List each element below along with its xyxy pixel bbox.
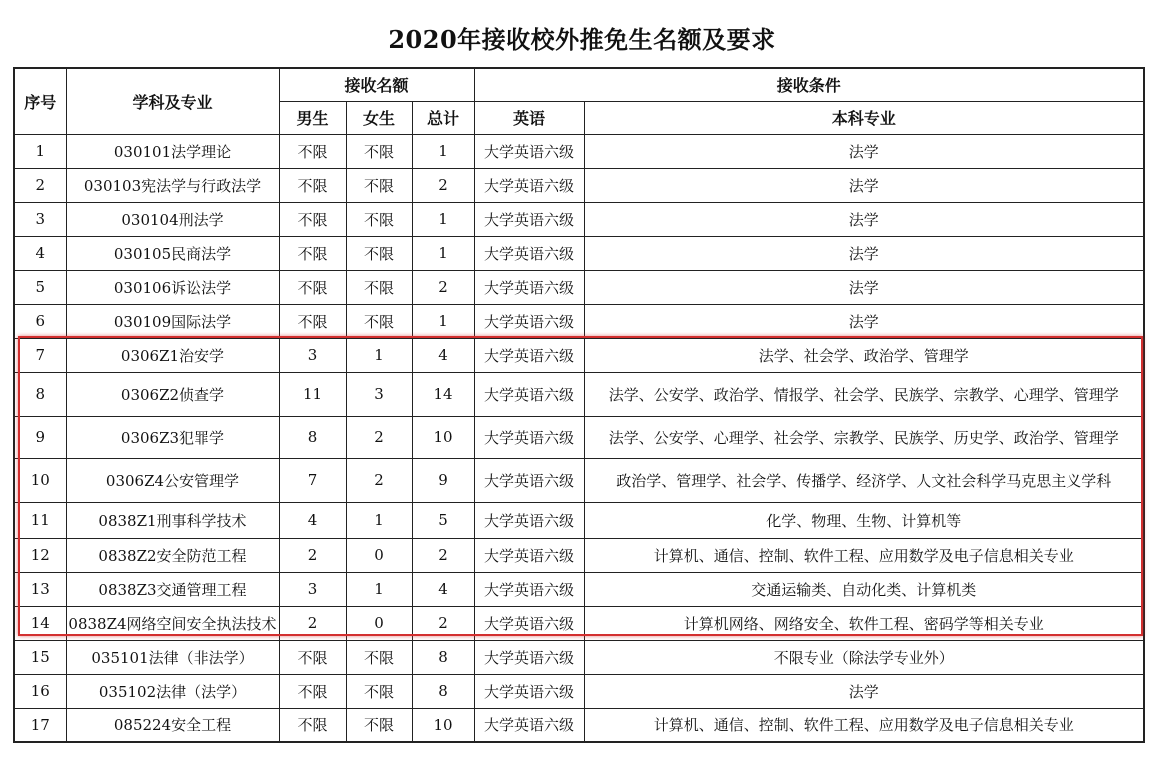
cell-subject: 030101法学理论 [66, 134, 279, 168]
cell-seq: 13 [14, 572, 66, 606]
table-row [14, 502, 1144, 538]
cell-seq: 7 [14, 338, 66, 372]
cell-female: 2 [346, 458, 412, 502]
cell-male: 不限 [279, 304, 346, 338]
cell-total: 8 [412, 674, 474, 708]
cell-subject: 085224安全工程 [66, 708, 279, 742]
cell-seq: 4 [14, 236, 66, 270]
cell-english: 大学英语六级 [474, 502, 584, 538]
cell-subject: 0306Z4公安管理学 [66, 458, 279, 502]
cell-subject: 0306Z2侦查学 [66, 372, 279, 416]
cell-male: 不限 [279, 168, 346, 202]
cell-english: 大学英语六级 [474, 640, 584, 674]
cell-male: 不限 [279, 202, 346, 236]
header-major: 本科专业 [584, 101, 1144, 134]
cell-major: 交通运输类、自动化类、计算机类 [584, 572, 1144, 606]
cell-subject: 030106诉讼法学 [66, 270, 279, 304]
cell-female: 不限 [346, 640, 412, 674]
cell-male: 11 [279, 372, 346, 416]
cell-seq: 11 [14, 502, 66, 538]
cell-major: 法学、公安学、政治学、情报学、社会学、民族学、宗教学、心理学、管理学 [584, 372, 1144, 416]
table-row [14, 708, 1144, 742]
cell-male: 不限 [279, 640, 346, 674]
cell-total: 1 [412, 304, 474, 338]
cell-male: 2 [279, 538, 346, 572]
cell-seq: 14 [14, 606, 66, 640]
cell-female: 不限 [346, 304, 412, 338]
cell-female: 1 [346, 502, 412, 538]
cell-female: 不限 [346, 708, 412, 742]
cell-major: 法学 [584, 202, 1144, 236]
cell-english: 大学英语六级 [474, 708, 584, 742]
cell-total: 2 [412, 538, 474, 572]
cell-subject: 0306Z1治安学 [66, 338, 279, 372]
table-row [14, 304, 1144, 338]
cell-female: 不限 [346, 236, 412, 270]
header-english: 英语 [474, 101, 584, 134]
cell-seq: 16 [14, 674, 66, 708]
cell-female: 不限 [346, 202, 412, 236]
cell-seq: 8 [14, 372, 66, 416]
cell-female: 不限 [346, 674, 412, 708]
cell-subject: 0838Z2安全防范工程 [66, 538, 279, 572]
cell-total: 10 [412, 416, 474, 458]
cell-female: 0 [346, 606, 412, 640]
quota-table [13, 67, 1145, 743]
table-row [14, 538, 1144, 572]
table-row [14, 674, 1144, 708]
cell-subject: 0838Z3交通管理工程 [66, 572, 279, 606]
cell-female: 0 [346, 538, 412, 572]
cell-total: 1 [412, 236, 474, 270]
cell-english: 大学英语六级 [474, 134, 584, 168]
cell-male: 不限 [279, 270, 346, 304]
cell-major: 计算机、通信、控制、软件工程、应用数学及电子信息相关专业 [584, 538, 1144, 572]
header-subject: 学科及专业 [66, 68, 279, 134]
table-row [14, 606, 1144, 640]
header-female: 女生 [346, 101, 412, 134]
cell-male: 4 [279, 502, 346, 538]
table-row [14, 458, 1144, 502]
cell-total: 1 [412, 202, 474, 236]
cell-male: 不限 [279, 236, 346, 270]
cell-female: 2 [346, 416, 412, 458]
table-row [14, 338, 1144, 372]
cell-female: 1 [346, 572, 412, 606]
cell-major: 法学 [584, 236, 1144, 270]
table-row [14, 270, 1144, 304]
table-row [14, 572, 1144, 606]
cell-subject: 0838Z4网络空间安全执法技术 [66, 606, 279, 640]
header-seq: 序号 [14, 68, 66, 134]
cell-total: 9 [412, 458, 474, 502]
cell-major: 计算机、通信、控制、软件工程、应用数学及电子信息相关专业 [584, 708, 1144, 742]
cell-female: 不限 [346, 270, 412, 304]
cell-major: 化学、物理、生物、计算机等 [584, 502, 1144, 538]
cell-major: 法学、社会学、政治学、管理学 [584, 338, 1144, 372]
cell-female: 不限 [346, 134, 412, 168]
cell-seq: 6 [14, 304, 66, 338]
header-male: 男生 [279, 101, 346, 134]
table-row [14, 168, 1144, 202]
table-row [14, 202, 1144, 236]
cell-subject: 030104刑法学 [66, 202, 279, 236]
cell-major: 法学 [584, 168, 1144, 202]
table-row [14, 416, 1144, 458]
cell-male: 不限 [279, 708, 346, 742]
cell-major: 法学 [584, 134, 1144, 168]
cell-english: 大学英语六级 [474, 202, 584, 236]
cell-male: 7 [279, 458, 346, 502]
cell-subject: 035101法律（非法学） [66, 640, 279, 674]
cell-total: 2 [412, 606, 474, 640]
cell-total: 5 [412, 502, 474, 538]
cell-major: 法学 [584, 270, 1144, 304]
cell-female: 不限 [346, 168, 412, 202]
table-row [14, 640, 1144, 674]
cell-english: 大学英语六级 [474, 270, 584, 304]
cell-total: 8 [412, 640, 474, 674]
page-title: 2020年接收校外推免生名额及要求 [388, 25, 776, 54]
cell-seq: 10 [14, 458, 66, 502]
cell-english: 大学英语六级 [474, 416, 584, 458]
cell-major: 不限专业（除法学专业外） [584, 640, 1144, 674]
cell-total: 1 [412, 134, 474, 168]
table-row [14, 134, 1144, 168]
cell-male: 3 [279, 572, 346, 606]
cell-english: 大学英语六级 [474, 168, 584, 202]
cell-english: 大学英语六级 [474, 338, 584, 372]
cell-female: 3 [346, 372, 412, 416]
cell-seq: 12 [14, 538, 66, 572]
header-conditions: 接收条件 [474, 68, 1144, 101]
cell-major: 计算机网络、网络安全、软件工程、密码学等相关专业 [584, 606, 1144, 640]
cell-subject: 035102法律（法学） [66, 674, 279, 708]
header-total: 总计 [412, 101, 474, 134]
table-row [14, 372, 1144, 416]
cell-seq: 2 [14, 168, 66, 202]
cell-english: 大学英语六级 [474, 538, 584, 572]
cell-total: 2 [412, 270, 474, 304]
cell-seq: 17 [14, 708, 66, 742]
cell-total: 4 [412, 572, 474, 606]
cell-english: 大学英语六级 [474, 304, 584, 338]
cell-total: 2 [412, 168, 474, 202]
cell-major: 法学、公安学、心理学、社会学、宗教学、民族学、历史学、政治学、管理学 [584, 416, 1144, 458]
cell-subject: 030103宪法学与行政法学 [66, 168, 279, 202]
cell-subject: 030109国际法学 [66, 304, 279, 338]
header-quota: 接收名额 [279, 68, 474, 101]
cell-english: 大学英语六级 [474, 458, 584, 502]
cell-male: 不限 [279, 674, 346, 708]
cell-male: 8 [279, 416, 346, 458]
cell-total: 4 [412, 338, 474, 372]
cell-female: 1 [346, 338, 412, 372]
cell-english: 大学英语六级 [474, 236, 584, 270]
cell-seq: 5 [14, 270, 66, 304]
cell-seq: 9 [14, 416, 66, 458]
cell-major: 法学 [584, 304, 1144, 338]
cell-male: 不限 [279, 134, 346, 168]
cell-english: 大学英语六级 [474, 572, 584, 606]
table-body [14, 134, 1144, 742]
cell-subject: 0306Z3犯罪学 [66, 416, 279, 458]
cell-seq: 15 [14, 640, 66, 674]
table-row [14, 236, 1144, 270]
cell-total: 10 [412, 708, 474, 742]
cell-subject: 0838Z1刑事科学技术 [66, 502, 279, 538]
cell-total: 14 [412, 372, 474, 416]
cell-english: 大学英语六级 [474, 606, 584, 640]
cell-seq: 3 [14, 202, 66, 236]
cell-male: 3 [279, 338, 346, 372]
cell-male: 2 [279, 606, 346, 640]
cell-seq: 1 [14, 134, 66, 168]
cell-major: 政治学、管理学、社会学、传播学、经济学、人文社会科学马克思主义学科 [584, 458, 1144, 502]
cell-english: 大学英语六级 [474, 674, 584, 708]
cell-subject: 030105民商法学 [66, 236, 279, 270]
cell-major: 法学 [584, 674, 1144, 708]
cell-english: 大学英语六级 [474, 372, 584, 416]
